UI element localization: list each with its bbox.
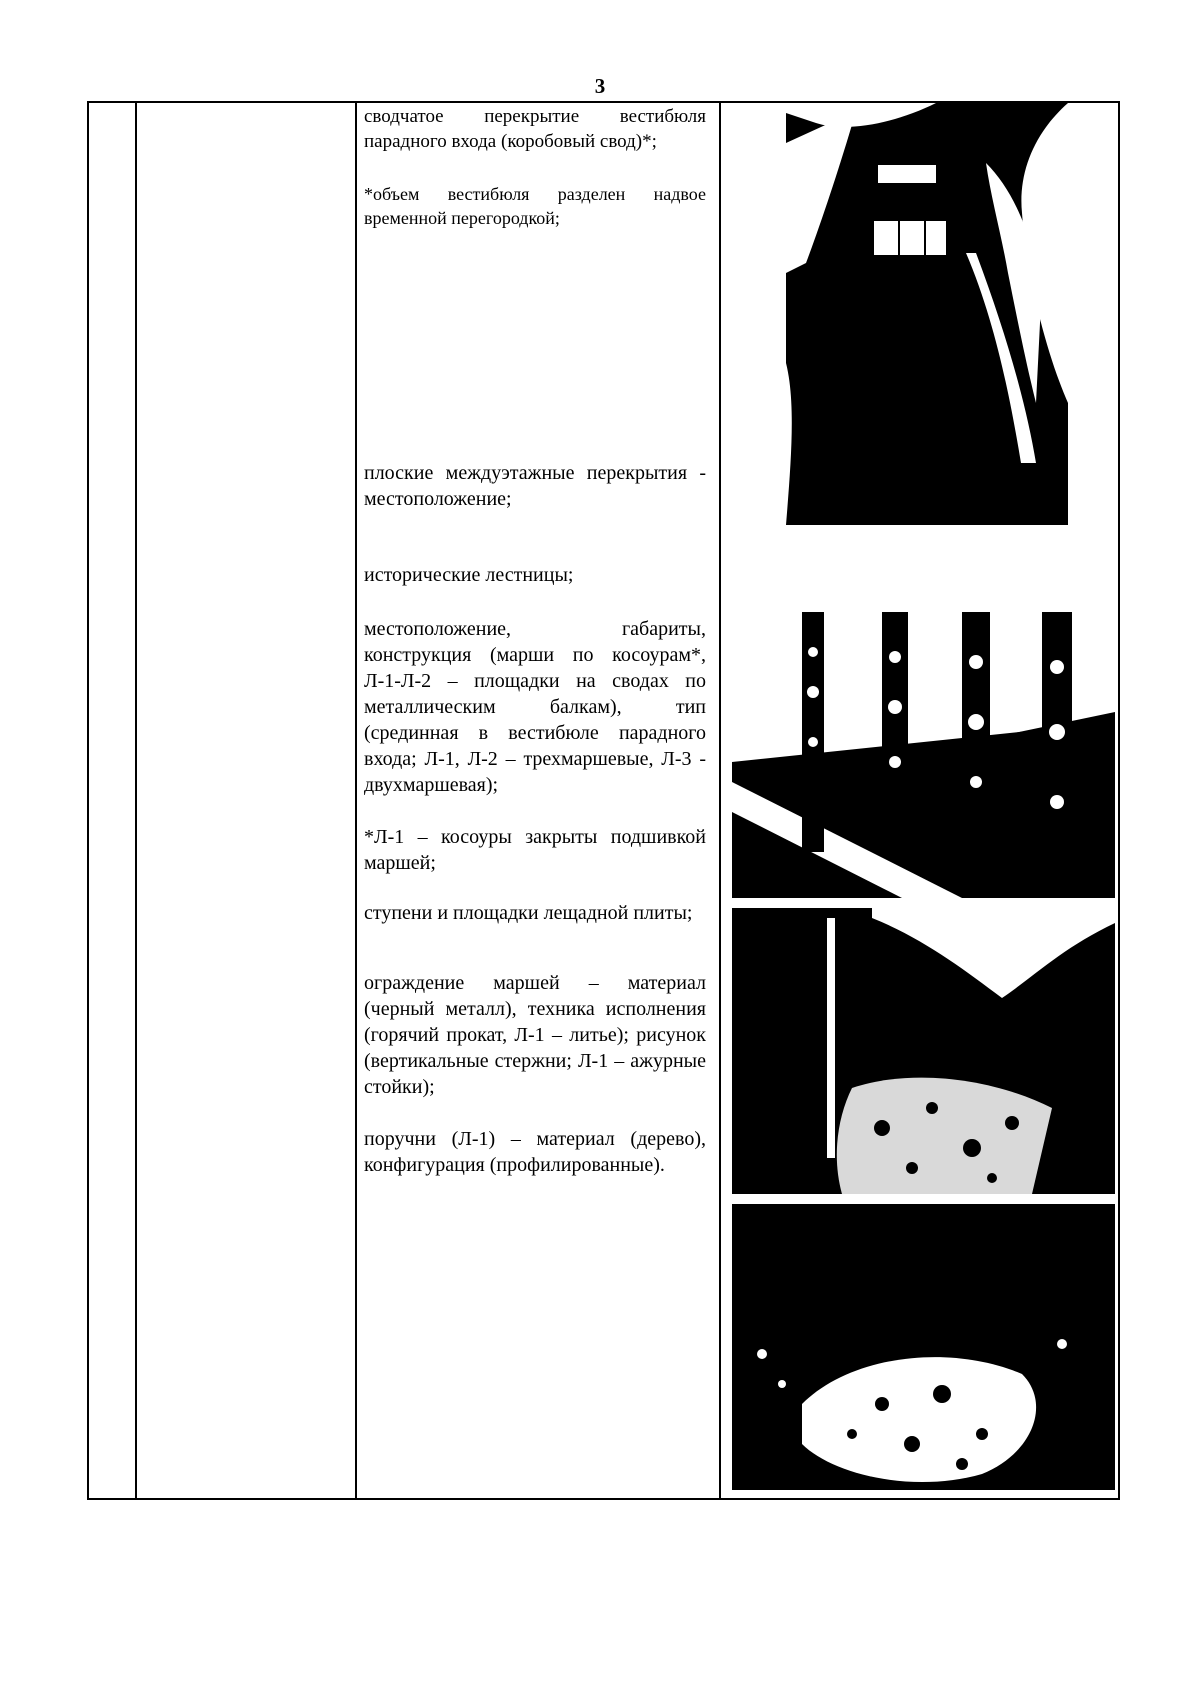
column-divider [135,103,137,1498]
description-paragraph: ступени и площадки лещадной плиты; [364,902,693,924]
page-number: 3 [594,74,606,98]
description-note: *объем вестибюля разделен надвое временной перегородкой; [364,184,706,228]
stair-underside-photo [732,1204,1115,1490]
description-paragraph: исторические лестницы; [364,564,574,586]
description-paragraph: поручни (Л-1) – материал (дерево), конфигурация (профилированные). [364,1128,706,1176]
description-paragraph: плоские междуэтажные перекрытия - местоположение; [364,462,706,510]
description-paragraph: сводчатое перекрытие вестибюля парадного входа (коробовый свод)*; [364,106,706,152]
description-paragraph: местоположение, габариты, конструкция (марши по косоурам*, Л-1-Л-2 – площадки на сводах по металлическим балкам), тип (срединная в вестибюле парадного входа; Л-1, Л-2 – трехмаршевые, Л-3 - двухмаршевая); [364,618,706,796]
column-divider [355,103,357,1498]
description-paragraph: ограждение маршей – материал (черный металл), техника исполнения (горячий прокат, Л-1 – литье); рисунок (вертикальные стержни; Л-1 – ажурные стойки); [364,972,706,1098]
monument-table [87,101,1120,1500]
column-divider [719,103,721,1498]
vestibule-vault-photo [786,103,1068,525]
description-note: *Л-1 – косоуры закрыты подшивкой маршей; [364,826,706,874]
ornate-balusters-photo [732,612,1115,898]
stair-flight-photo [732,908,1115,1194]
